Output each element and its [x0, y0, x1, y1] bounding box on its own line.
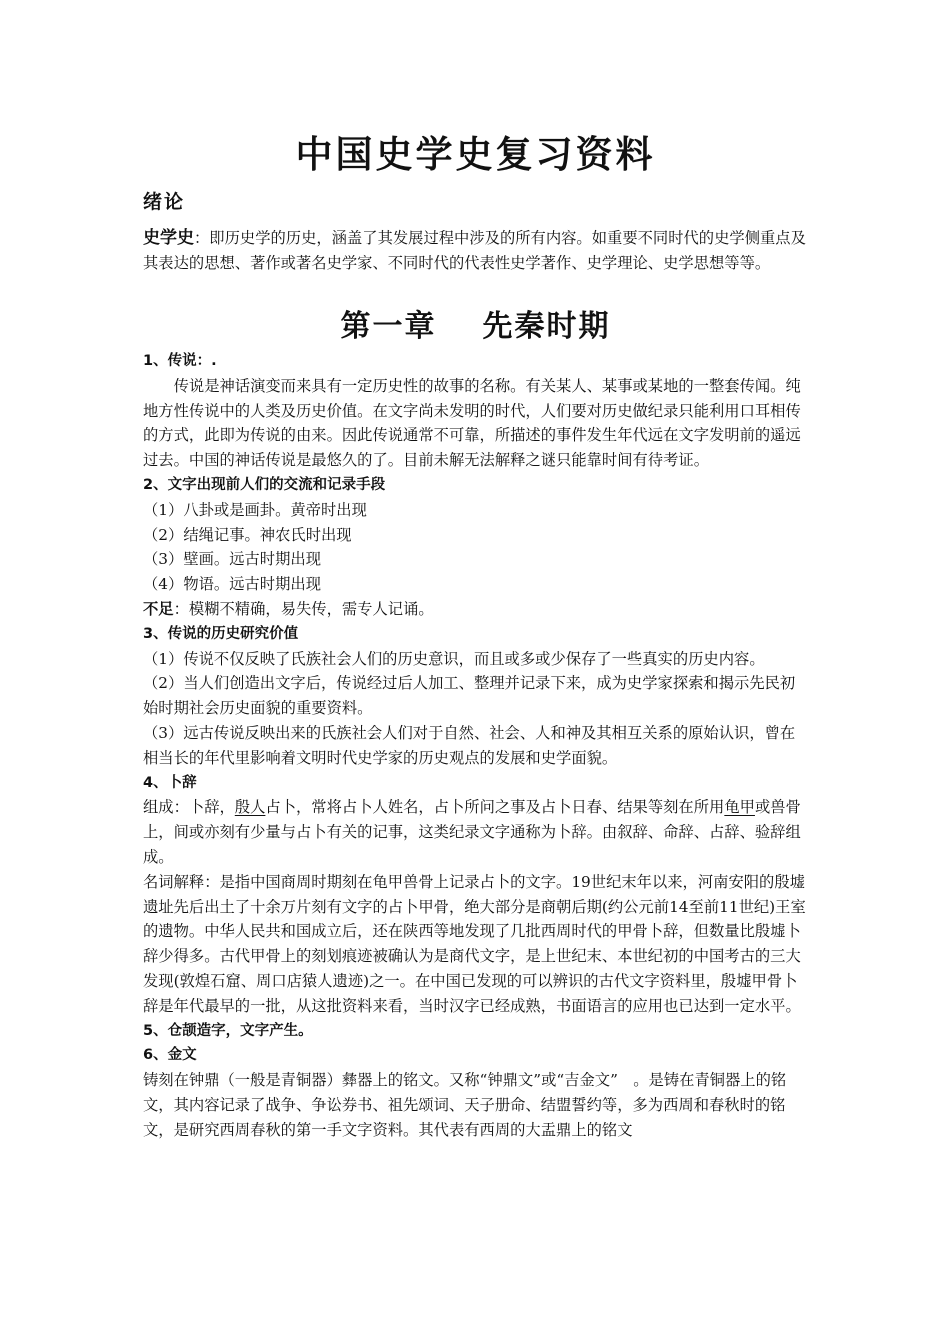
section-3-item: （1）传说不仅反映了氏族社会人们的历史意识，而且或多或少保存了一些真实的历史内容。 — [143, 649, 765, 668]
chapter-name: 先秦时期 — [482, 309, 611, 344]
section-6-heading: 6、金文 — [143, 1047, 197, 1064]
intro-definition: ：即历史学的历史，涵盖了其发展过程中涉及的所有内容。如重要不同时代的史学侧重点及其表达的思想、著作或著名史学家、不同时代的代表性史学著作、史学理论、史学思想等等。 — [143, 229, 806, 272]
composition-text-a: 组成：卜辞， — [143, 798, 235, 817]
section-3-heading: 3、传说的历史研究价值 — [143, 625, 299, 642]
section-2-item: （1）八卦或是画卦。黄帝时出现 — [143, 500, 367, 519]
chapter-title — [143, 304, 808, 350]
chapter-number: 第一章 — [340, 309, 437, 344]
section-2-shortfall — [143, 597, 808, 622]
section-4-heading: 4、卜辞 — [143, 774, 197, 791]
intro-heading: 绪论 — [143, 191, 186, 213]
composition-underline-guijia: 龟甲 — [724, 798, 755, 817]
chapter-content — [143, 349, 808, 1143]
intro-paragraph — [143, 226, 808, 276]
composition-underline-yinren: 殷人 — [234, 798, 266, 817]
shortfall-label: 不足 — [143, 599, 174, 618]
section-2-item: （4）物语。远古时期出现 — [143, 575, 321, 594]
section-6-paragraph: 铸刻在钟鼎（一般是青铜器）彝器上的铭文。又称“钟鼎文”或“吉金文” 。是铸在青铜器上的铭文，其内容记录了战争、争讼券书、祖先颂词、天子册命、结盟誓约等，多为西周和春秋时的铭文，是研究西周春秋的第一手文字资料。其代表有西周的大盂鼎上的铭文 — [143, 1071, 787, 1139]
section-3-item: （2）当人们创造出文字后，传说经过后人加工、整理并记录下来，成为史学家探索和揭示先民初始时期社会历史面貌的重要资料。 — [143, 674, 796, 718]
composition-text-c: 或兽骨上，间或亦刻有少量与占卜有关的记事，这类纪录文字通称为卜辞。由叙辞、命辞、占辞、验辞组成。 — [143, 798, 801, 866]
section-3-item: （3）远古传说反映出来的氏族社会人们对于自然、社会、人和神及其相互关系的原始认识，曾在相当长的年代里影响着文明时代史学家的历史观点的发展和史学面貌。 — [143, 723, 796, 767]
composition-text-b: 占卜，常将占卜人姓名，占卜所问之事及占卜日春、结果等刻在所用 — [265, 798, 725, 817]
section-4-definition: 名词解释：是指中国商周时期刻在龟甲兽骨上记录占卜的文字。19世纪末年以来，河南安阳的殷墟遗址先后出土了十余万片刻有文字的占卜甲骨，绝大部分是商朝后期(约公元前14至前11世纪)王室的遗物。中华人民共和国成立后，还在陕西等地发现了几批西周时代的甲骨卜辞，但数量比殷墟卜辞少得多。古代甲骨上的刻划痕迹被确认为是商代文字，是上世纪末、本世纪初的中国考古的三大发现(敦煌石窟、周口店猿人遗迹)之一。在中国已发现的可以辨识的古代文字资料里，殷墟甲骨卜辞是年代最早的一批，从这批资料来看，当时汉字已经成熟，书面语言的应用也已达到一定水平。 — [143, 872, 806, 1015]
section-2-item: （2）结绳记事。神农氏时出现 — [143, 525, 352, 544]
section-2-item: （3）壁画。远古时期出现 — [143, 550, 321, 569]
section-1-paragraph: 传说是神话演变而来具有一定历史性的故事的名称。有关某人、某事或某地的一整套传闻。纯地方性传说中的人类及历史价值。在文字尚未发明的时代，人们要对历史做纪录只能利用口耳相传的方式，此即为传说的由来。因此传说通常不可靠，所描述的事件发生年代远在文字发明前的遥远过去。中国的神话传说是最悠久的了。目前未解无法解释之谜只能靠时间有待考证。 — [143, 376, 801, 470]
document-title: 中国史学史复习资料 — [295, 132, 656, 176]
section-2-heading: 2、文字出现前人们的交流和记录手段 — [143, 476, 386, 493]
intro-term: 史学史 — [143, 228, 194, 248]
section-5-heading: 5、仓颉造字，文字产生。 — [143, 1022, 313, 1039]
section-1-heading: 1、传说：. — [143, 353, 217, 369]
section-4-composition — [143, 795, 808, 869]
shortfall-text: ：模糊不精确，易失传，需专人记诵。 — [173, 599, 434, 618]
